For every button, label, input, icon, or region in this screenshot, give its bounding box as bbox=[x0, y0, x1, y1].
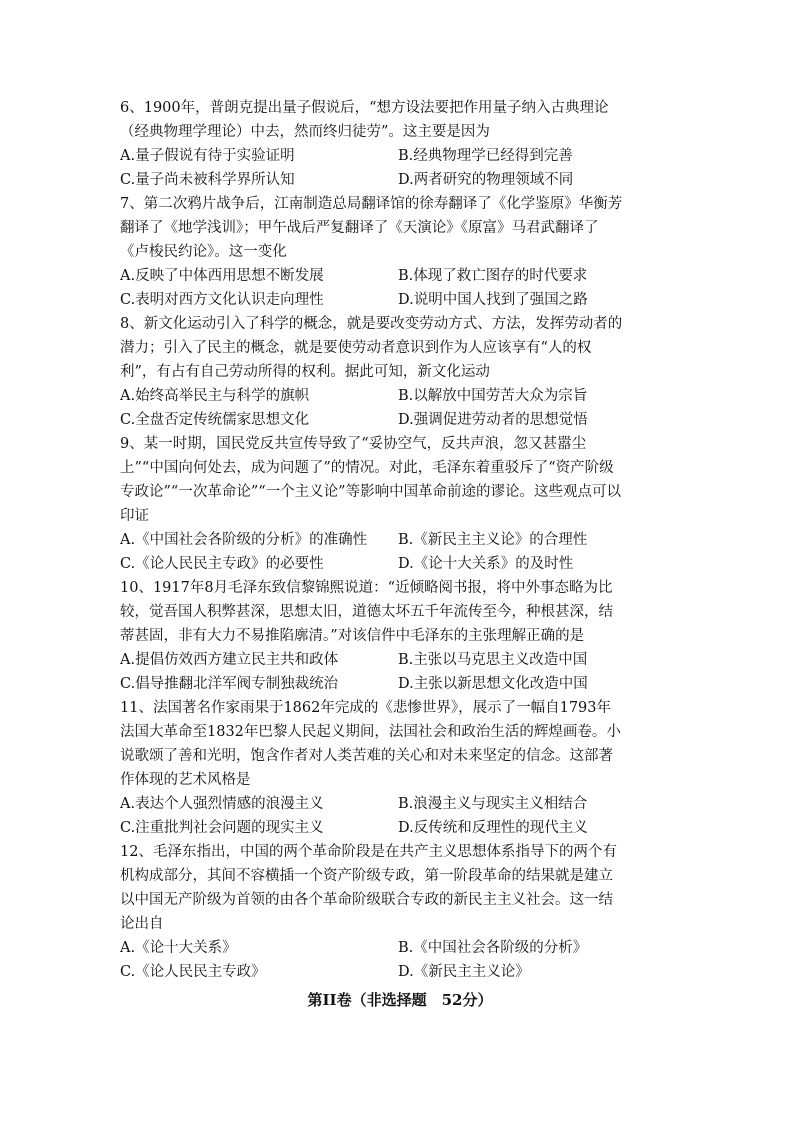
answer-option: B.体现了救亡图存的时代要求 bbox=[398, 268, 588, 284]
answer-option: B.主张以马克思主义改造中国 bbox=[398, 652, 588, 668]
option-row bbox=[120, 936, 680, 960]
answer-option: A.始终高举民主与科学的旗帜 bbox=[120, 388, 310, 404]
question-stem-line: 翻译了《地学浅训》；甲午战后严复翻译了《天演论》《原富》马君武翻译了 bbox=[120, 220, 599, 236]
answer-option: C.表明对西方文化认识走向理性 bbox=[120, 292, 324, 308]
question-stem-line: 11、法国著名作家雨果于1862年完成的《悲惨世界》，展示了一幅自1793年 bbox=[120, 700, 612, 716]
question-stem-line: 印证 bbox=[120, 508, 149, 524]
question-stem-line: 专政论”“一次革命论”“一个主义论”等影响中国革命前途的谬论。这些观点可以 bbox=[120, 484, 622, 500]
question-stem-line: 12、毛泽东指出，中国的两个革命阶段是在共产主义思想体系指导下的两个有 bbox=[120, 844, 617, 860]
option-row bbox=[120, 672, 680, 696]
answer-option: D.说明中国人找到了强国之路 bbox=[398, 292, 588, 308]
answer-option: D.《新民主主义论》 bbox=[398, 964, 530, 980]
question-stem-line: 法国大革命至1832年巴黎人民起义期间，法国社会和政治生活的辉煌画卷。小 bbox=[120, 724, 621, 740]
answer-option: A.反映了中体西用思想不断发展 bbox=[120, 268, 324, 284]
section-title: 第II卷（非选择题 52分） bbox=[307, 991, 493, 1009]
answer-option: C.倡导推翻北洋军阀专制独裁统治 bbox=[120, 676, 339, 692]
question-stem-line: 蒂甚固，非有大力不易推陷廓清。”对该信件中毛泽东的主张理解正确的是 bbox=[120, 628, 585, 644]
question-stem-line: 6、1900年，普朗克提出量子假说后，“想方设法要把作用量子纳入古典理论 bbox=[120, 100, 609, 116]
question-stem-line: 论出自 bbox=[120, 916, 164, 932]
answer-option: A.《中国社会各阶级的分析》的准确性 bbox=[120, 532, 368, 548]
question-stem-line: 较，觉吾国人积弊甚深，思想太旧，道德太坏五千年流传至今，种根甚深，结 bbox=[120, 604, 613, 620]
question-stem-line: 以中国无产阶级为首领的由各个革命阶级联合专政的新民主主义社会。这一结 bbox=[120, 892, 613, 908]
answer-option: B.以解放中国劳苦大众为宗旨 bbox=[398, 388, 588, 404]
question-stem-line: 说歌颂了善和光明，饱含作者对人类苦难的关心和对未来坚定的信念。这部著 bbox=[120, 748, 613, 764]
answer-option: B.《新民主主义论》的合理性 bbox=[398, 532, 588, 548]
option-row bbox=[120, 792, 680, 816]
answer-option: D.强调促进劳动者的思想觉悟 bbox=[398, 412, 588, 428]
answer-option: D.两者研究的物理领域不同 bbox=[398, 172, 574, 188]
answer-option: B.《中国社会各阶级的分析》 bbox=[398, 940, 588, 956]
option-row bbox=[120, 144, 680, 168]
question-stem-line: 作体现的艺术风格是 bbox=[120, 772, 251, 788]
option-row bbox=[120, 648, 680, 672]
answer-option: A.《论十大关系》 bbox=[120, 940, 237, 956]
option-row bbox=[120, 552, 680, 576]
question-stem-line: 机构成部分，其间不容横插一个资产阶级专政，第一阶段革命的结果就是建立 bbox=[120, 868, 613, 884]
question-block bbox=[120, 696, 680, 840]
question-stem-line: 8、新文化运动引入了科学的概念，就是要改变劳动方式、方法，发挥劳动者的 bbox=[120, 316, 623, 332]
question-stem-line: 7、第二次鸦片战争后，江南制造总局翻译馆的徐寿翻译了《化学鉴原》华衡芳 bbox=[120, 196, 623, 212]
question-block bbox=[120, 96, 680, 192]
question-stem-line: 潜力；引入了民主的概念，就是要使劳动者意识到作为人应该享有“人的权 bbox=[120, 340, 592, 356]
question-stem-line: 10、1917年8月毛泽东致信黎锦熙说道：“近倾略阅书报，将中外事态略为比 bbox=[120, 580, 613, 596]
answer-option: D.反传统和反理性的现代主义 bbox=[398, 820, 588, 836]
option-row bbox=[120, 168, 680, 192]
option-row bbox=[120, 960, 680, 984]
answer-option: C.全盘否定传统儒家思想文化 bbox=[120, 412, 310, 428]
answer-option: A.量子假说有待于实验证明 bbox=[120, 148, 295, 164]
question-stem-line: 《卢梭民约论》。这一变化 bbox=[120, 244, 287, 260]
answer-option: C.注重批判社会问题的现实主义 bbox=[120, 820, 324, 836]
question-block bbox=[120, 312, 680, 432]
answer-option: B.经典物理学已经得到完善 bbox=[398, 148, 573, 164]
answer-option: A.提倡仿效西方建立民主共和政体 bbox=[120, 652, 339, 668]
option-row bbox=[120, 528, 680, 552]
question-stem-line: （经典物理学理论）中去，然而终归徒劳”。这主要是因为 bbox=[120, 124, 490, 140]
answer-option: C.《论人民民主专政》的必要性 bbox=[120, 556, 324, 572]
answer-option: A.表达个人强烈情感的浪漫主义 bbox=[120, 796, 324, 812]
option-row bbox=[120, 408, 680, 432]
question-block bbox=[120, 840, 680, 984]
option-row bbox=[120, 288, 680, 312]
option-row bbox=[120, 816, 680, 840]
option-row bbox=[120, 384, 680, 408]
question-stem-line: 上”“中国向何处去，成为问题了”的情况。对此，毛泽东着重驳斥了“资产阶级 bbox=[120, 460, 614, 476]
question-block bbox=[120, 576, 680, 696]
question-stem-line: 利”，有占有自己劳动所得的权利。据此可知，新文化运动 bbox=[120, 364, 490, 380]
answer-option: C.《论人民民主专政》 bbox=[120, 964, 266, 980]
answer-option: C.量子尚未被科学界所认知 bbox=[120, 172, 295, 188]
answer-option: B.浪漫主义与现实主义相结合 bbox=[398, 796, 588, 812]
question-block bbox=[120, 432, 680, 576]
answer-option: D.《论十大关系》的及时性 bbox=[398, 556, 574, 572]
answer-option: D.主张以新思想文化改造中国 bbox=[398, 676, 588, 692]
option-row bbox=[120, 264, 680, 288]
question-stem-line: 9、某一时期，国民党反共宣传导致了“妥协空气，反共声浪，忽又甚嚣尘 bbox=[120, 436, 587, 452]
question-block bbox=[120, 192, 680, 312]
questions-area bbox=[120, 96, 680, 1014]
